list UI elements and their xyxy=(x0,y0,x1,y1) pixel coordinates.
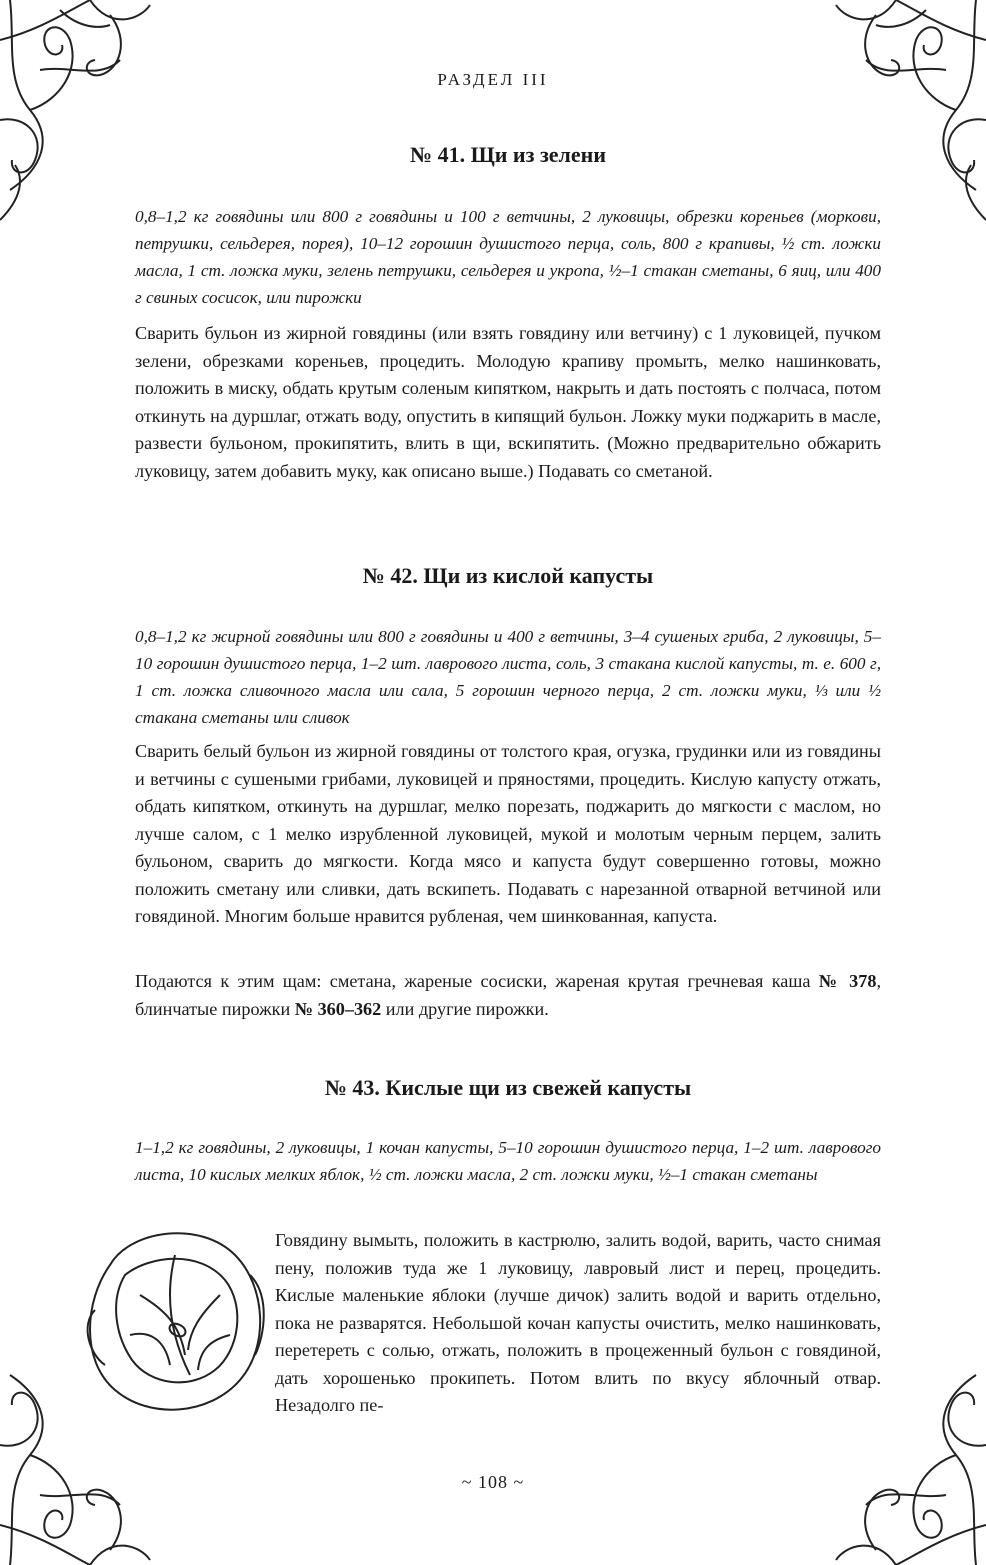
corner-ornament-top-left xyxy=(0,0,230,230)
serving-mid: , блинчатые пирожки xyxy=(135,971,881,1019)
serving-suggestions-42 xyxy=(135,968,881,1023)
ingredients-41: 0,8–1,2 кг говядины или 800 г говядины и 100 г ветчины, 2 луковицы, обрезки кореньев (моркови, петрушки, сельдерея, порея), 10–12 горошин душистого перца, соль, 800 г крапивы, ½ ст. ложки масла, 1 ст. ложка муки, зелень петрушки, сельдерея и укропа, ½–1 стакан сметаны, 6 яиц, или 400 г свиных сосисок, или пирожки xyxy=(135,207,881,307)
recipe-title-41: № 41. Щи из зелени xyxy=(409,142,607,167)
recipe-reference-378: № 378 xyxy=(818,971,877,991)
corner-ornament-top-right xyxy=(756,0,986,230)
running-head: РАЗДЕЛ III xyxy=(437,70,549,89)
recipe-reference-360-362: № 360–362 xyxy=(294,998,382,1019)
recipe-title-42: № 42. Щи из кислой капусты xyxy=(362,563,654,588)
serving-suffix: или другие пирожки. xyxy=(381,998,549,1019)
instructions-41: Сварить бульон из жирной говядины (или взять говядину или ветчину) с 1 луковицей, пучком зелени, обрезками кореньев, процедить. Молодую крапиву промыть, мелко нашинковать, положить в миску, обдать крутым соленым кипятком, накрыть и дать постоять с полчаса, потом откинуть на дуршлаг, отжать воду, опустить в кипящий бульон. Ложку муки поджарить в масле, развести бульоном, прокипятить, влить в щи, вскипятить. (Можно предварительно обжарить луковицу, затем добавить муку, как описано выше.) Подавать со сметаной. xyxy=(135,323,881,481)
ingredients-43: 1–1,2 кг говядины, 2 луковицы, 1 кочан капусты, 5–10 горошин душистого перца, 1–2 шт. лаврового листа, 10 кислых мелких яблок, ½ ст. ложки масла, 2 ст. ложки муки, ½–1 стакан сметаны xyxy=(135,1138,881,1184)
ingredients-42: 0,8–1,2 кг жирной говядины или 800 г говядины и 400 г ветчины, 3–4 сушеных гриба, 2 луковицы, 5–10 горошин душистого перца, 1–2 шт. лаврового листа, соль, 3 стакана кислой капусты, т. е. 600 г, 1 ст. ложка сливочного масла или сала, 5 горошин черного перца, 2 ст. ложки муки, ⅓ или ½ стакана сметаны или сливок xyxy=(135,627,881,727)
page-number: ~ 108 ~ xyxy=(461,1472,525,1492)
instructions-43: Говядину вымыть, положить в кастрюлю, залить водой, варить, часто снимая пену, положив туда же 1 луковицу, лавровый лист и перец, процедить. Кислые маленькие яблоки (лучше дичок) залить водой и варить отдельно, пока не разварятся. Небольшой кочан капусты очистить, мелко нашинковать, перетереть с солью, отжать, положить в процеженный бульон с говядиной, дать хорошенько прокипеть. Потом влить по вкусу яблочный отвар. Незадолго пе- xyxy=(275,1230,881,1415)
instructions-42: Сварить белый бульон из жирной говядины от толстого края, огузка, грудинки или из говядины и ветчины с сушеными грибами, луковицей и пряностями, процедить. Кислую капусту отжать, обдать кипятком, откинуть на дуршлаг, мелко порезать, поджарить до мягкости с маслом, но лучше салом, с 1 мелко изрубленной луковицей, мукой и молотым черным перцем, залить бульоном, сварить до мягкости. Когда мясо и капуста будут совершенно готовы, можно положить сметану или сливки, дать вскипеть. Подавать с нарезанной отварной ветчиной или говядиной. Многим больше нравится рубленая, чем шинкованная, капуста. xyxy=(135,741,881,926)
serving-prefix: Подаются к этим щам: сметана, жареные сосиски, жареная крутая гречневая каша xyxy=(135,971,819,991)
cabbage-illustration xyxy=(70,1215,280,1425)
recipe-title-43: № 43. Кислые щи из свежей капусты xyxy=(324,1075,692,1100)
